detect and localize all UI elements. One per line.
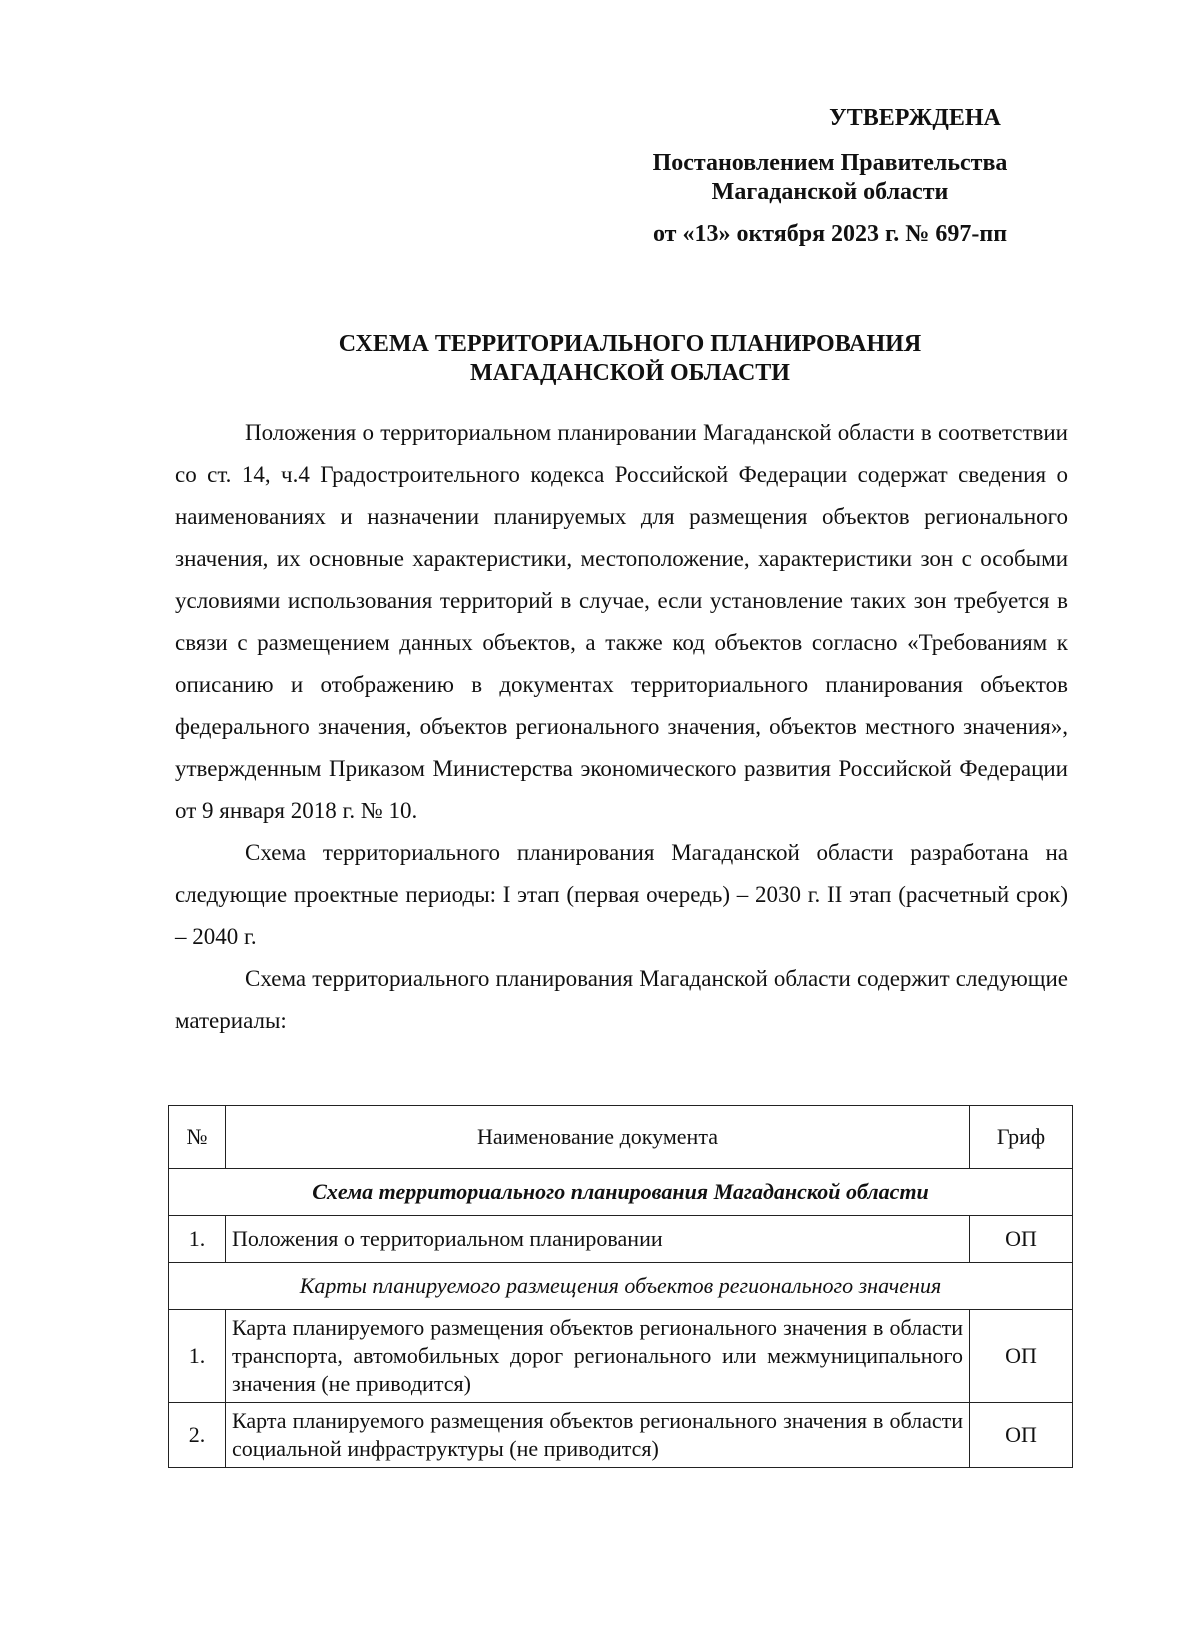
- approval-date-number: от «13» октября 2023 г. № 697-пп: [652, 221, 1008, 248]
- header-num: №: [169, 1106, 226, 1169]
- section-row: [169, 1169, 1073, 1216]
- approval-region: Магаданской области: [711, 178, 949, 205]
- table-row: [169, 1216, 1073, 1263]
- approval-stamp: [600, 104, 1060, 249]
- row-name: Положения о территориальном планировании: [226, 1216, 970, 1263]
- approval-title: УТВЕРЖДЕНА: [829, 105, 1001, 131]
- table-row: [169, 1403, 1073, 1468]
- row-num: 1.: [169, 1310, 226, 1403]
- row-grif: ОП: [970, 1310, 1073, 1403]
- document-title-line1: СХЕМА ТЕРРИТОРИАЛЬНОГО ПЛАНИРОВАНИЯ: [338, 331, 922, 357]
- header-grif: Гриф: [970, 1106, 1073, 1169]
- paragraph-3: Схема территориального планирования Магаданской области содержит следующие материалы:: [175, 966, 1068, 1033]
- table-row: [169, 1310, 1073, 1403]
- row-name: Карта планируемого размещения объектов регионального значения в области транспорта, автомобильных дорог регионального или межмуниципального значения (не приводится): [226, 1310, 970, 1403]
- body-text: [175, 412, 1068, 1042]
- paragraph-1: Положения о территориальном планировании Магаданской области в соответствии со ст. 14, ч.4 Градостроительного кодекса Российской Федерации содержат сведения о наименованиях и назначении планируемых для размещения объектов регионального значения, их основные характеристики, местоположение, характеристики зон с особыми условиями использования территорий в случае, если установление таких зон требуется в связи с размещением данных объектов, а также код объектов согласно «Требованиям к описанию и отображению в документах территориального планирования объектов федерального значения, объектов регионального значения, объектов местного значения», утвержденным Приказом Министерства экономического развития Российской Федерации от 9 января 2018 г. № 10.: [175, 420, 1068, 823]
- section-title-scheme: Схема территориального планирования Магаданской области: [169, 1169, 1073, 1216]
- document-title-line2: МАГАДАНСКОЙ ОБЛАСТИ: [470, 359, 790, 386]
- row-name: Карта планируемого размещения объектов регионального значения в области социальной инфраструктуры (не приводится): [226, 1403, 970, 1468]
- table-header-row: [169, 1106, 1073, 1169]
- row-num: 1.: [169, 1216, 226, 1263]
- section-title-maps: Карты планируемого размещения объектов регионального значения: [169, 1263, 1073, 1310]
- row-num: 2.: [169, 1403, 226, 1468]
- row-grif: ОП: [970, 1403, 1073, 1468]
- row-grif: ОП: [970, 1216, 1073, 1263]
- paragraph-2: Схема территориального планирования Магаданской области разработана на следующие проектные периоды: I этап (первая очередь) – 2030 г. II этап (расчетный срок) – 2040 г.: [175, 840, 1068, 949]
- materials-table: [168, 1105, 1073, 1468]
- header-name: Наименование документа: [226, 1106, 970, 1169]
- approval-issued-by: Постановлением Правительства: [652, 149, 1008, 176]
- section-row: [169, 1263, 1073, 1310]
- document-title: [300, 330, 960, 388]
